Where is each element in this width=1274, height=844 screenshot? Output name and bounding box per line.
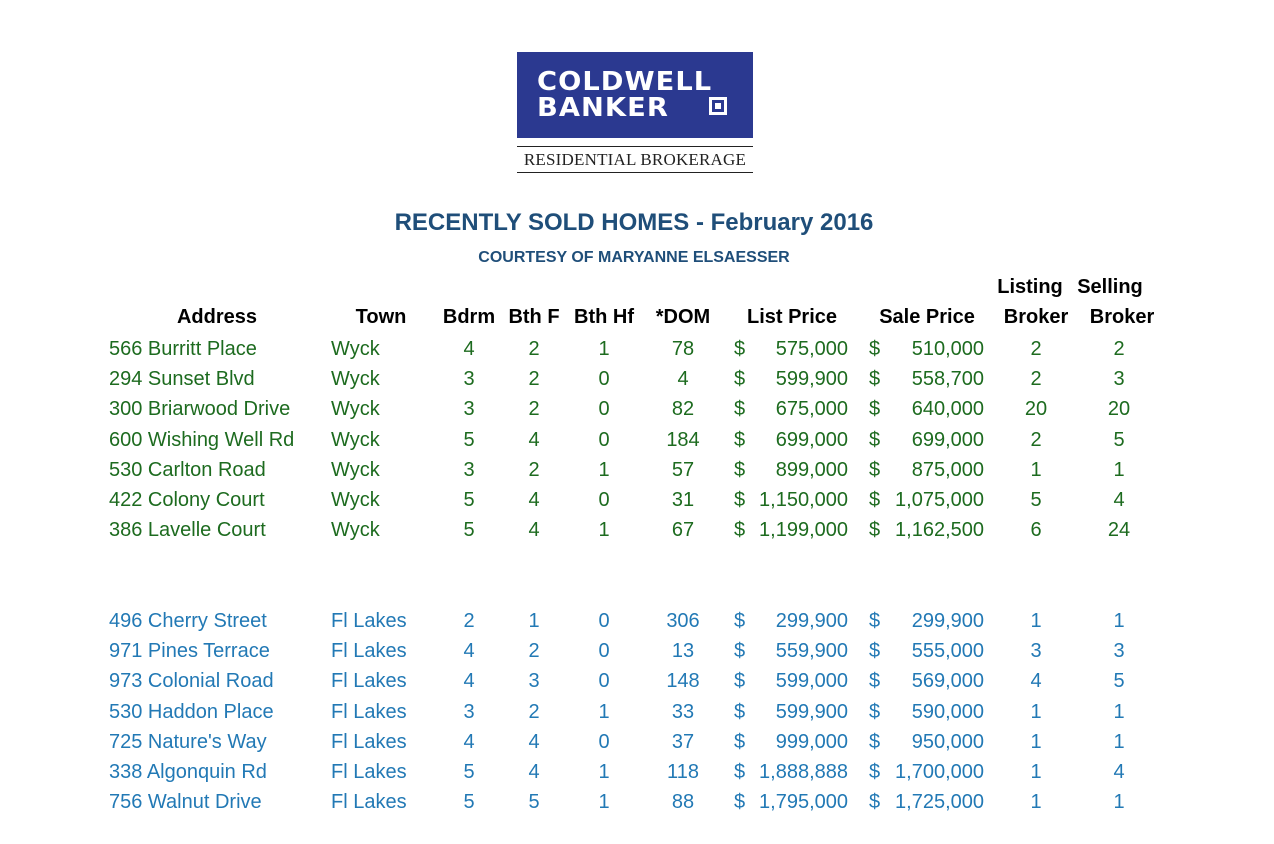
cell-sale-dollar: $ — [869, 338, 881, 360]
cell-listing-broker: 1 — [1030, 701, 1042, 723]
cell-selling-broker: 1 — [1113, 731, 1125, 753]
cell-listing-broker: 6 — [1030, 519, 1042, 541]
cell-list-dollar: $ — [734, 489, 746, 511]
cell-sale-dollar: $ — [869, 701, 881, 723]
cell-address: 496 Cherry Street — [109, 610, 267, 632]
cell-address: 300 Briarwood Drive — [109, 398, 291, 420]
cell-list-dollar: $ — [734, 701, 746, 723]
cell-dom: 306 — [666, 610, 700, 632]
cell-bdrm: 3 — [463, 398, 475, 420]
cell-bth-hf: 0 — [598, 731, 610, 753]
cell-listing-broker: 1 — [1030, 791, 1042, 813]
cell-listing-broker: 1 — [1030, 761, 1042, 783]
cell-listing-broker: 3 — [1030, 640, 1042, 662]
cell-sale-price: 1,162,500 — [895, 519, 984, 541]
cell-listing-broker: 1 — [1030, 731, 1042, 753]
header-selling-broker-line1: Selling — [1077, 276, 1143, 298]
cell-dom: 31 — [671, 489, 695, 511]
cell-bdrm: 3 — [463, 368, 475, 390]
cell-sale-price: 555,000 — [911, 640, 984, 662]
cell-list-price: 599,000 — [775, 670, 848, 692]
cell-bth-hf: 1 — [598, 791, 610, 813]
cell-sale-price: 558,700 — [911, 368, 984, 390]
cell-selling-broker: 5 — [1113, 670, 1125, 692]
cell-bth-f: 4 — [528, 489, 540, 511]
cell-selling-broker: 2 — [1113, 338, 1125, 360]
cell-sale-price: 640,000 — [911, 398, 984, 420]
cell-bdrm: 3 — [463, 701, 475, 723]
cell-bth-f: 4 — [528, 429, 540, 451]
courtesy-line: COURTESY OF MARYANNE ELSAESSER — [478, 249, 790, 266]
cell-sale-dollar: $ — [869, 519, 881, 541]
cell-town: Fl Lakes — [331, 761, 407, 783]
cell-bth-f: 4 — [528, 761, 540, 783]
header-bth-hf: Bth Hf — [574, 306, 634, 328]
cell-address: 566 Burritt Place — [109, 338, 257, 360]
cell-listing-broker: 1 — [1030, 459, 1042, 481]
cell-listing-broker: 2 — [1030, 429, 1042, 451]
cell-dom: 118 — [667, 761, 699, 783]
cell-bth-hf: 0 — [598, 489, 610, 511]
cell-town: Wyck — [331, 489, 380, 511]
cell-address: 422 Colony Court — [109, 489, 265, 511]
header-listing-broker-line2: Broker — [1003, 306, 1069, 328]
cell-list-price: 1,150,000 — [759, 489, 848, 511]
cell-address: 756 Walnut Drive — [109, 791, 262, 813]
cell-selling-broker: 1 — [1113, 791, 1125, 813]
cell-town: Fl Lakes — [331, 731, 407, 753]
logo-subtitle: RESIDENTIAL BROKERAGE — [517, 146, 753, 173]
cell-bth-f: 4 — [528, 731, 540, 753]
cell-dom: 82 — [671, 398, 695, 420]
cell-bth-f: 2 — [528, 701, 540, 723]
cell-bdrm: 5 — [463, 791, 475, 813]
cell-list-dollar: $ — [734, 338, 746, 360]
cell-sale-price: 590,000 — [911, 701, 984, 723]
cell-sale-dollar: $ — [869, 610, 881, 632]
cell-bdrm: 4 — [463, 338, 475, 360]
cell-sale-price: 950,000 — [911, 731, 984, 753]
cell-sale-price: 510,000 — [911, 338, 984, 360]
cell-selling-broker: 1 — [1113, 701, 1125, 723]
cell-bdrm: 2 — [463, 610, 475, 632]
cell-listing-broker: 1 — [1030, 610, 1042, 632]
header-bdrm: Bdrm — [442, 306, 496, 328]
header-list-price: List Price — [746, 306, 838, 328]
cell-list-price: 1,888,888 — [759, 761, 848, 783]
cell-bdrm: 4 — [463, 670, 475, 692]
cell-bdrm: 4 — [463, 731, 475, 753]
cell-selling-broker: 4 — [1113, 489, 1125, 511]
cell-dom: 13 — [671, 640, 695, 662]
header-address: Address — [176, 306, 258, 328]
cell-address: 725 Nature's Way — [109, 731, 267, 753]
logo-mark-icon — [709, 97, 727, 115]
cell-bdrm: 4 — [463, 640, 475, 662]
cell-list-dollar: $ — [734, 791, 746, 813]
cell-bdrm: 5 — [463, 429, 475, 451]
cell-bth-hf: 1 — [598, 338, 610, 360]
cell-list-price: 1,795,000 — [759, 791, 848, 813]
cell-list-price: 675,000 — [775, 398, 848, 420]
cell-list-dollar: $ — [734, 670, 746, 692]
logo-line-1: COLDWELL — [537, 67, 713, 97]
header-bth-f: Bth F — [508, 306, 560, 328]
company-logo — [517, 52, 755, 173]
cell-bth-f: 2 — [528, 368, 540, 390]
cell-bdrm: 5 — [463, 761, 475, 783]
cell-address: 530 Carlton Road — [109, 459, 266, 481]
cell-dom: 67 — [671, 519, 695, 541]
cell-selling-broker: 24 — [1107, 519, 1131, 541]
cell-bth-hf: 0 — [598, 670, 610, 692]
cell-bth-f: 1 — [528, 610, 540, 632]
cell-bth-f: 3 — [528, 670, 540, 692]
cell-sale-price: 1,725,000 — [895, 791, 984, 813]
cell-sale-dollar: $ — [869, 368, 881, 390]
cell-list-dollar: $ — [734, 640, 746, 662]
cell-town: Wyck — [331, 398, 380, 420]
cell-bdrm: 5 — [463, 489, 475, 511]
cell-dom: 37 — [671, 731, 695, 753]
cell-list-price: 999,000 — [775, 731, 848, 753]
cell-sale-dollar: $ — [869, 398, 881, 420]
cell-town: Fl Lakes — [331, 640, 407, 662]
cell-town: Fl Lakes — [331, 701, 407, 723]
cell-sale-dollar: $ — [869, 459, 881, 481]
cell-list-price: 299,900 — [775, 610, 848, 632]
cell-bth-hf: 0 — [598, 368, 610, 390]
cell-bth-hf: 0 — [598, 610, 610, 632]
cell-list-price: 559,900 — [775, 640, 848, 662]
cell-sale-price: 1,075,000 — [895, 489, 984, 511]
cell-selling-broker: 1 — [1113, 610, 1125, 632]
cell-dom: 78 — [671, 338, 695, 360]
cell-list-price: 575,000 — [775, 338, 848, 360]
cell-list-dollar: $ — [734, 459, 746, 481]
cell-town: Wyck — [331, 459, 380, 481]
logo-box — [517, 52, 753, 138]
cell-address: 530 Haddon Place — [109, 701, 274, 723]
cell-address: 973 Colonial Road — [109, 670, 274, 692]
header-dom: *DOM — [655, 306, 711, 328]
cell-address: 294 Sunset Blvd — [109, 368, 255, 390]
cell-selling-broker: 3 — [1113, 368, 1125, 390]
cell-bth-hf: 1 — [598, 701, 610, 723]
cell-sale-price: 699,000 — [911, 429, 984, 451]
cell-dom: 184 — [666, 429, 700, 451]
cell-bth-hf: 1 — [598, 519, 610, 541]
cell-bth-hf: 0 — [598, 429, 610, 451]
cell-bth-f: 2 — [528, 640, 540, 662]
cell-list-price: 699,000 — [775, 429, 848, 451]
cell-listing-broker: 2 — [1030, 368, 1042, 390]
cell-address: 338 Algonquin Rd — [109, 761, 267, 783]
cell-selling-broker: 4 — [1113, 761, 1125, 783]
cell-bth-hf: 1 — [598, 761, 610, 783]
cell-sale-price: 875,000 — [911, 459, 984, 481]
cell-bdrm: 3 — [463, 459, 475, 481]
header-selling-broker-line2: Broker — [1089, 306, 1155, 328]
cell-dom: 33 — [671, 701, 695, 723]
cell-sale-price: 1,700,000 — [895, 761, 984, 783]
cell-list-dollar: $ — [734, 429, 746, 451]
cell-dom: 4 — [677, 368, 689, 390]
cell-list-price: 599,900 — [775, 368, 848, 390]
cell-list-dollar: $ — [734, 610, 746, 632]
cell-town: Fl Lakes — [331, 670, 407, 692]
cell-sale-price: 299,900 — [911, 610, 984, 632]
cell-sale-dollar: $ — [869, 761, 881, 783]
cell-selling-broker: 3 — [1113, 640, 1125, 662]
cell-bth-f: 5 — [528, 791, 540, 813]
cell-address: 386 Lavelle Court — [109, 519, 266, 541]
cell-list-dollar: $ — [734, 761, 746, 783]
cell-bth-hf: 0 — [598, 640, 610, 662]
cell-town: Wyck — [331, 519, 380, 541]
cell-bth-hf: 1 — [598, 459, 610, 481]
cell-town: Fl Lakes — [331, 791, 407, 813]
cell-selling-broker: 5 — [1113, 429, 1125, 451]
cell-list-price: 1,199,000 — [759, 519, 848, 541]
cell-list-dollar: $ — [734, 519, 746, 541]
cell-list-price: 599,900 — [775, 701, 848, 723]
cell-sale-dollar: $ — [869, 670, 881, 692]
cell-listing-broker: 4 — [1030, 670, 1042, 692]
cell-town: Wyck — [331, 368, 380, 390]
cell-list-dollar: $ — [734, 368, 746, 390]
cell-dom: 148 — [666, 670, 700, 692]
cell-town: Fl Lakes — [331, 610, 407, 632]
cell-sale-dollar: $ — [869, 489, 881, 511]
cell-bdrm: 5 — [463, 519, 475, 541]
cell-list-dollar: $ — [734, 398, 746, 420]
cell-address: 600 Wishing Well Rd — [109, 429, 295, 451]
cell-dom: 88 — [671, 791, 695, 813]
cell-list-price: 899,000 — [775, 459, 848, 481]
cell-list-dollar: $ — [734, 731, 746, 753]
cell-bth-f: 4 — [528, 519, 540, 541]
cell-town: Wyck — [331, 429, 380, 451]
cell-sale-dollar: $ — [869, 640, 881, 662]
cell-selling-broker: 20 — [1107, 398, 1131, 420]
cell-sale-dollar: $ — [869, 429, 881, 451]
cell-dom: 57 — [671, 459, 695, 481]
cell-listing-broker: 5 — [1030, 489, 1042, 511]
logo-line-2: BANKER — [537, 93, 669, 123]
cell-bth-f: 2 — [528, 398, 540, 420]
cell-address: 971 Pines Terrace — [109, 640, 270, 662]
cell-town: Wyck — [331, 338, 380, 360]
cell-selling-broker: 1 — [1113, 459, 1125, 481]
header-listing-broker-line1: Listing — [997, 276, 1063, 298]
header-sale-price: Sale Price — [879, 306, 975, 328]
cell-sale-price: 569,000 — [911, 670, 984, 692]
header-town: Town — [355, 306, 407, 328]
cell-bth-f: 2 — [528, 459, 540, 481]
cell-bth-f: 2 — [528, 338, 540, 360]
cell-listing-broker: 20 — [1024, 398, 1048, 420]
cell-bth-hf: 0 — [598, 398, 610, 420]
cell-listing-broker: 2 — [1030, 338, 1042, 360]
cell-sale-dollar: $ — [869, 731, 881, 753]
page-title: RECENTLY SOLD HOMES - February 2016 — [394, 209, 874, 236]
cell-sale-dollar: $ — [869, 791, 881, 813]
